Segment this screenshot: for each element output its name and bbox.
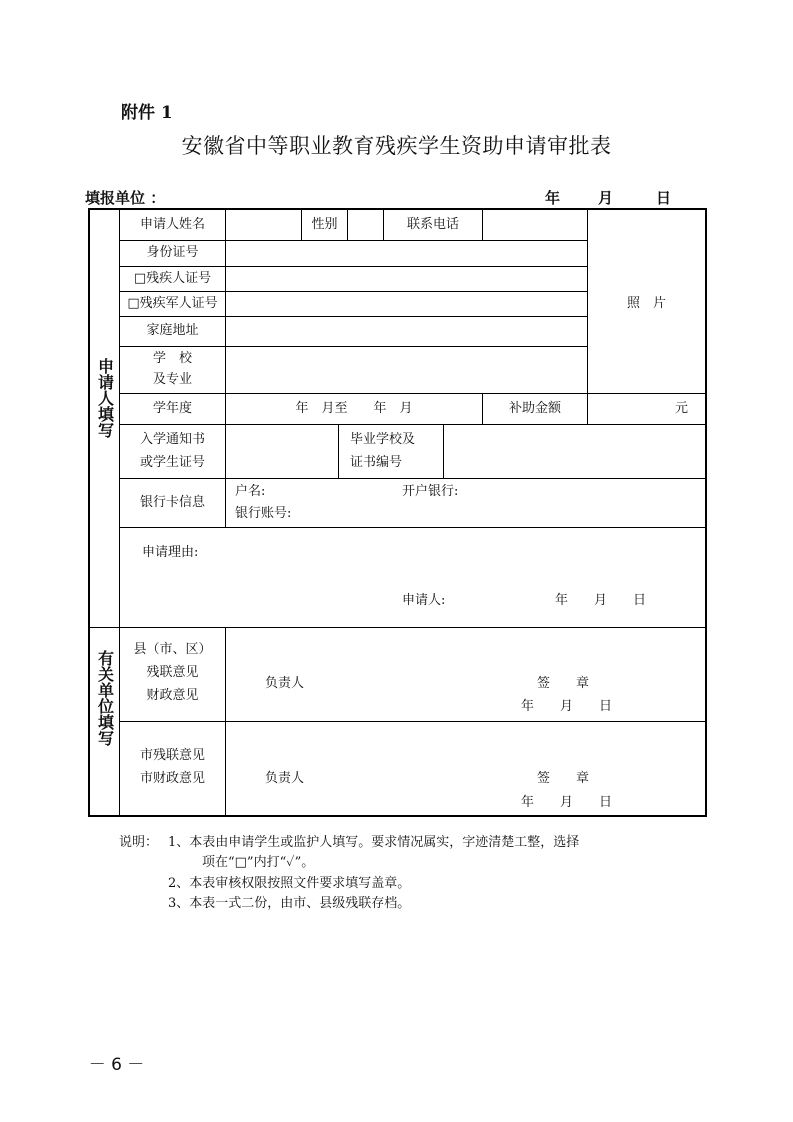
disability-cert-label[interactable]: □残疾人证号 [133,271,212,286]
page-number: － 6 － [88,1055,145,1075]
name-input[interactable] [226,210,301,240]
header-month: 月 [598,189,614,207]
yuan-unit: 元 [675,401,689,416]
county-label-line1: 县（市、区） [133,642,212,657]
gender-label: 性别 [311,217,338,232]
county-label-line3: 财政意见 [146,688,199,703]
bank-label: 银行卡信息 [139,495,205,510]
admission-label-line1: 入学通知书 [139,432,205,447]
graduation-label-line1: 毕业学校及 [350,432,416,447]
county-label-line2: 残联意见 [146,665,199,680]
id-number-label: 身份证号 [146,245,199,260]
disability-cert-input[interactable] [226,267,587,291]
county-seal-label: 签 章 [537,676,590,691]
graduation-label-line2: 证书编号 [350,455,403,470]
name-label: 申请人姓名 [139,217,205,232]
photo-placeholder[interactable]: 照 片 [626,296,666,311]
county-date: 年 月 日 [521,699,613,714]
reason-label: 申请理由: [142,545,199,560]
notes-label: 说明： [119,835,159,850]
city-label-line2: 市财政意见 [139,771,205,786]
disabled-soldier-cert-input[interactable] [226,292,587,316]
attachment-label: 附件 1 [121,103,173,123]
admission-label-line2: 或学生证号 [139,455,205,470]
header-year: 年 [545,189,561,207]
school-year-label: 学年度 [152,401,192,416]
county-responsible-label: 负责人 [265,676,305,691]
school-year-range[interactable]: 年 月至 年 月 [295,401,413,416]
subsidy-label: 补助金额 [508,401,561,416]
section-applicant-label: 申请人填写 [95,358,115,438]
city-date: 年 月 日 [521,795,613,810]
school-input[interactable] [226,347,587,393]
disabled-soldier-cert-label[interactable]: □残疾军人证号 [127,296,218,311]
open-bank-label: 开户银行: [402,484,459,499]
gender-input[interactable] [348,210,383,240]
note-1a: 1、本表由申请学生或监护人填写。要求情况属实，字迹清楚工整，选择 [168,835,580,850]
city-seal-label: 签 章 [537,771,590,786]
fill-unit-label: 填报单位 ： [85,189,166,207]
graduation-input[interactable] [444,425,705,478]
address-input[interactable] [226,317,587,346]
admission-input[interactable] [226,425,338,478]
section-units-label: 有关单位填写 [95,650,115,746]
city-responsible-label: 负责人 [265,771,305,786]
note-1b: 项在“□”内打“✓”。 [202,855,315,870]
address-label: 家庭地址 [146,323,199,338]
school-label-line1: 学 校 [152,351,192,366]
applicant-signature-label: 申请人: [402,593,446,608]
account-number-label: 银行账号: [235,506,292,521]
applicant-date: 年 月 日 [555,593,647,608]
phone-input[interactable] [483,210,587,240]
phone-label: 联系电话 [406,217,459,232]
school-label-line2: 及专业 [152,372,192,387]
page-title: 安徽省中等职业教育残疾学生资助申请审批表 [181,134,612,158]
note-3: 3、本表一式二份，由市、县级残联存档。 [168,896,411,911]
id-number-input[interactable] [226,241,587,266]
account-name-label: 户名: [235,484,266,499]
header-day: 日 [656,189,672,207]
city-label-line1: 市残联意见 [139,748,205,763]
note-2: 2、本表审核权限按照文件要求填写盖章。 [168,876,411,891]
